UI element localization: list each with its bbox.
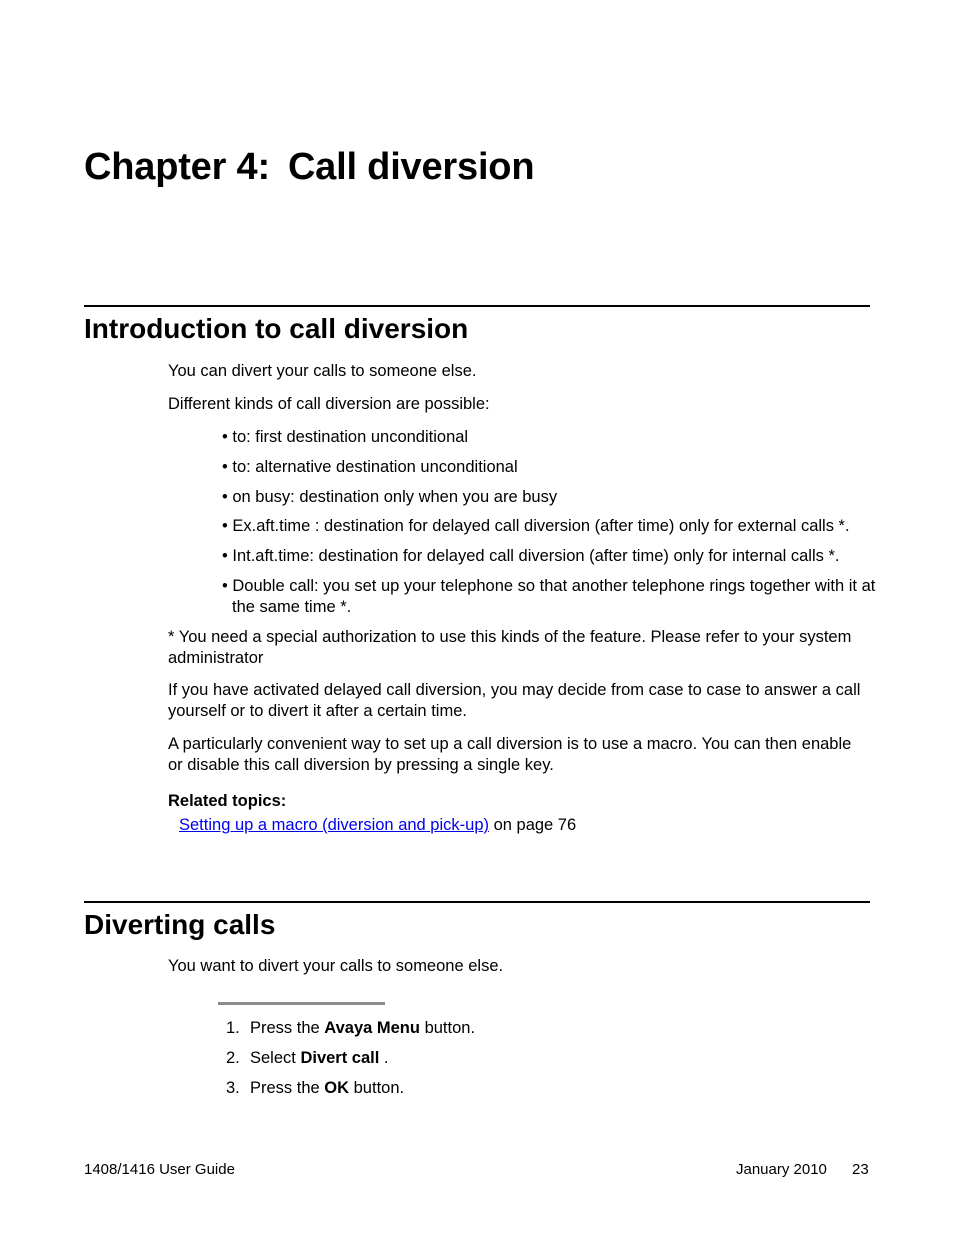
section-heading-introduction: Introduction to call diversion bbox=[84, 313, 469, 344]
chapter-label: Chapter 4: bbox=[84, 146, 270, 188]
section-divider bbox=[84, 901, 870, 903]
intro-paragraph-2: Different kinds of call diversion are possible: bbox=[168, 395, 490, 413]
bullet-item: • on busy: destination only when you are busy bbox=[222, 488, 558, 506]
intro-paragraph-4: A particularly convenient way to set up a call diversion is to use a macro. You can then enable or disable this call diversion by pressing a single key. bbox=[168, 735, 852, 774]
procedure-step: 1. Press the Avaya Menu button. bbox=[226, 1019, 476, 1037]
diverting-paragraph: You want to divert your calls to someone else. bbox=[168, 957, 504, 975]
procedure-step: 2. Select Divert call . bbox=[226, 1049, 389, 1067]
footer-guide-title: 1408/1416 User Guide bbox=[84, 1161, 235, 1178]
chapter-title bbox=[84, 146, 534, 189]
footer-page-number: 23 bbox=[852, 1161, 869, 1178]
step-number: 3. bbox=[226, 1079, 240, 1097]
bullet-item: • Double call: you set up your telephone so that another telephone rings together with it at the same time *. bbox=[222, 577, 876, 616]
procedure-divider bbox=[218, 1002, 385, 1005]
bullet-item: • Ex.aft.time : destination for delayed call diversion (after time) only for external calls *. bbox=[222, 517, 850, 535]
intro-paragraph-1: You can divert your calls to someone else. bbox=[168, 362, 477, 380]
related-topics-label: Related topics: bbox=[168, 792, 287, 810]
related-topics-entry bbox=[179, 815, 881, 836]
section-heading-diverting: Diverting calls bbox=[84, 909, 276, 940]
bullet-item: • to: first destination unconditional bbox=[222, 428, 469, 446]
footer-date: January 2010 bbox=[736, 1161, 827, 1178]
chapter-name: Call diversion bbox=[287, 146, 535, 188]
section-divider bbox=[84, 305, 870, 307]
procedure-step: 3. Press the OK button. bbox=[226, 1079, 405, 1097]
bullet-item: • Int.aft.time: destination for delayed call diversion (after time) only for internal calls *. bbox=[222, 547, 840, 565]
ui-term: Avaya Menu bbox=[324, 1019, 420, 1037]
authorization-note: * You need a special authorization to use this kinds of the feature. Please refer to your system administrator bbox=[168, 628, 852, 667]
intro-paragraph-3: If you have activated delayed call diversion, you may decide from case to case to answer a call yourself or to divert it after a certain time. bbox=[168, 681, 861, 720]
step-number: 1. bbox=[226, 1019, 240, 1037]
bullet-item: • to: alternative destination unconditional bbox=[222, 458, 518, 476]
ui-term: OK bbox=[324, 1079, 350, 1097]
step-number: 2. bbox=[226, 1049, 240, 1067]
related-topic-page-ref: on page 76 bbox=[489, 816, 577, 834]
related-topic-link[interactable]: Setting up a macro (diversion and pick-up) bbox=[179, 816, 489, 834]
ui-term: Divert call bbox=[300, 1049, 380, 1067]
